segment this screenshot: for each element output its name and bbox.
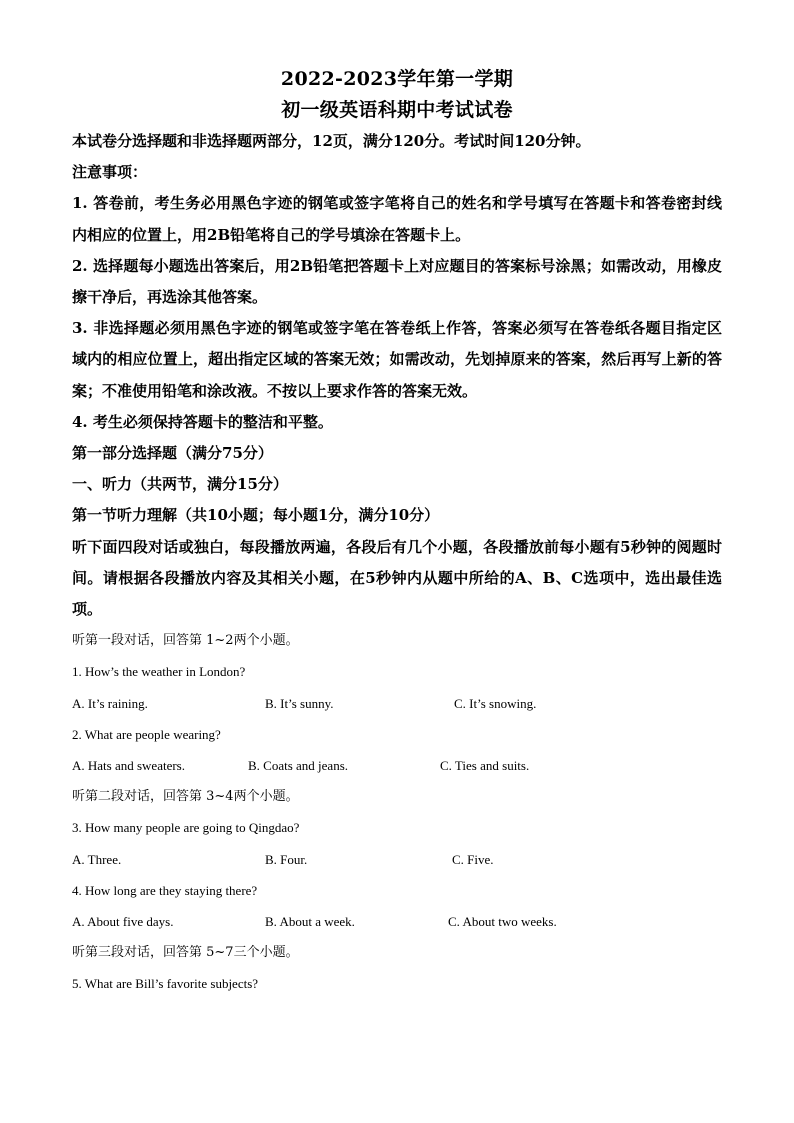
part1-heading: 第一部分选择题（满分75分） — [72, 444, 273, 463]
section1-heading: 一、听力（共两节，满分15分） — [72, 475, 288, 494]
question-1: 1. How’s the weather in London? — [72, 664, 246, 680]
note-item-3: 3. 非选择题必须用黑色字迹的钢笔或签字笔在答卷纸上作答，答案必须写在答卷纸各题目指定区域内的相应位置上，超出指定区域的答案无效；如需改动，先划掉原来的答案，然后再写上新的答案；不准使用铅笔和涂改液。不按以上要求作答的答案无效。 — [72, 319, 722, 400]
question-2: 2. What are people wearing? — [72, 726, 221, 742]
dialog1-prompt: 听第一段对话，回答第 1~2两个小题。 — [72, 633, 299, 649]
exam-title-name: 初一级英语科期中考试试卷 — [281, 99, 513, 121]
exam-intro: 本试卷分选择题和非选择题两部分，12页，满分120分。考试时间120分钟。 — [72, 132, 591, 150]
option-c: C. It’s snowing. — [454, 695, 537, 711]
question-2-options — [72, 750, 722, 781]
exam-page — [72, 64, 722, 1000]
exam-title-term: 2022-2023学年第一学期 — [280, 68, 514, 90]
option-b: B. About a week. — [265, 914, 355, 930]
note-item-4: 4. 考生必须保持答题卡的整洁和平整。 — [72, 412, 333, 431]
notes-heading: 注意事项： — [72, 163, 148, 182]
option-a: A. About five days. — [72, 914, 174, 930]
option-c: C. Ties and suits. — [440, 758, 530, 774]
option-c: C. About two weeks. — [448, 914, 557, 930]
option-a: A. Hats and sweaters. — [72, 758, 185, 774]
option-b: B. It’s sunny. — [265, 695, 334, 711]
option-a: A. It’s raining. — [72, 695, 148, 711]
option-c: C. Five. — [452, 851, 494, 867]
option-b: B. Four. — [265, 851, 308, 867]
note-item-2: 2. 选择题每小题选出答案后，用2B铅笔把答题卡上对应题目的答案标号涂黑；如需改动，用橡皮擦干净后，再选涂其他答案。 — [72, 256, 722, 307]
dialog3-prompt: 听第三段对话，回答第 5~7三个小题。 — [72, 945, 299, 961]
question-4: 4. How long are they staying there? — [72, 882, 258, 898]
question-3: 3. How many people are going to Qingdao? — [72, 820, 300, 836]
option-a: A. Three. — [72, 851, 122, 867]
question-1-options — [72, 688, 722, 719]
listening-instructions: 听下面四段对话或独白，每段播放两遍，各段后有几个小题，各段播放前每小题有5秒钟的阅题时间。请根据各段播放内容及其相关小题，在5秒钟内从题中所给的A、B、C选项中，选出最佳选项。 — [72, 537, 722, 619]
subsection1-heading: 第一节听力理解（共10小题；每小题1分，满分10分） — [72, 506, 440, 525]
option-b: B. Coats and jeans. — [248, 758, 349, 774]
dialog2-prompt: 听第二段对话，回答第 3~4两个小题。 — [72, 789, 299, 805]
question-3-options — [72, 844, 722, 875]
question-4-options — [72, 906, 722, 937]
note-item-1: 1. 答卷前，考生务必用黑色字迹的钢笔或签字笔将自己的姓名和学号填写在答题卡和答卷密封线内相应的位置上，用2B铅笔将自己的学号填涂在答题卡上。 — [72, 194, 722, 244]
question-5: 5. What are Bill’s favorite subjects? — [72, 976, 259, 992]
